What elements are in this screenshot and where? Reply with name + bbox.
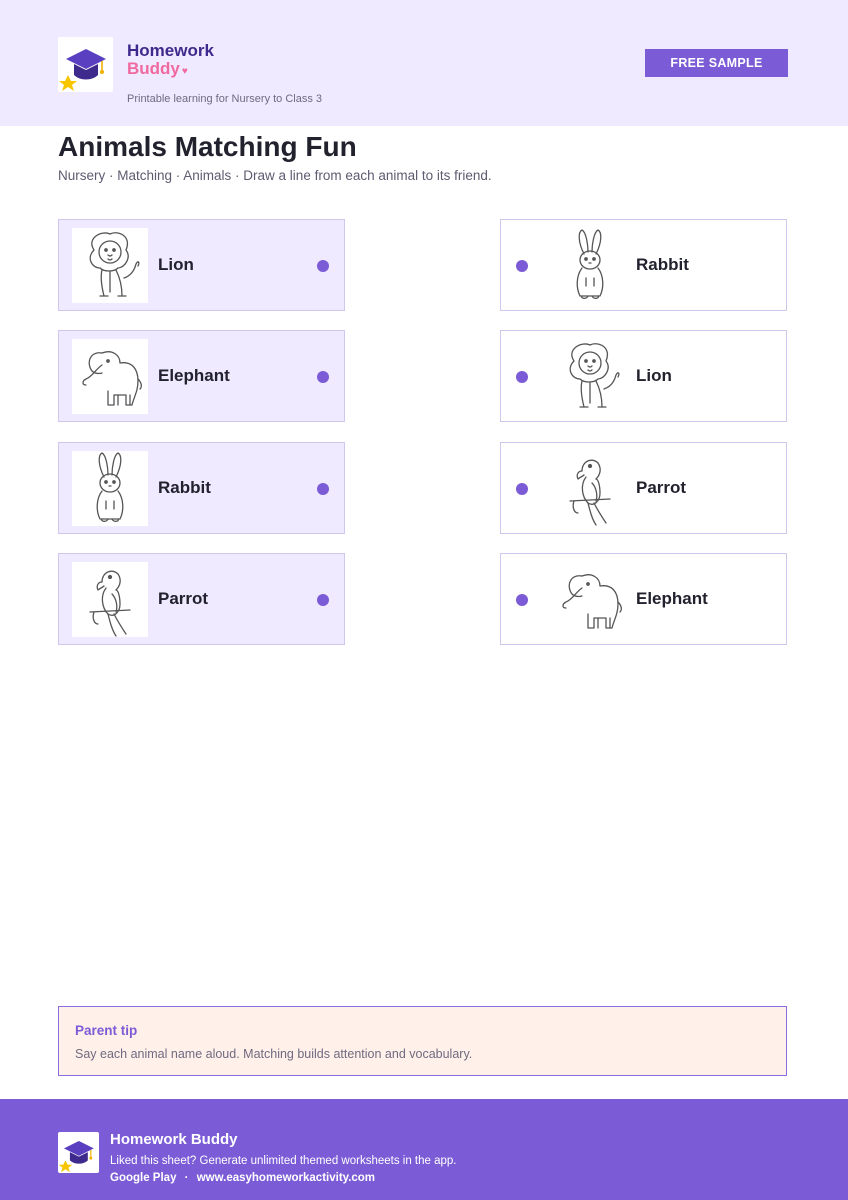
- lion-icon: [72, 228, 148, 303]
- website-link[interactable]: www.easyhomeworkactivity.com: [196, 1172, 376, 1184]
- brand-line-2-text: Buddy: [127, 59, 180, 78]
- match-dot[interactable]: [516, 483, 528, 495]
- left-card-label: Lion: [158, 255, 194, 274]
- app-logo: [58, 37, 113, 92]
- header: [0, 0, 848, 126]
- footer-app-name: Homework Buddy: [110, 1131, 238, 1148]
- parent-tip-box: [58, 1006, 787, 1076]
- left-card-label: Elephant: [158, 366, 230, 385]
- elephant-icon: [552, 562, 628, 637]
- match-dot[interactable]: [317, 594, 329, 606]
- free-sample-badge: FREE SAMPLE: [645, 49, 788, 77]
- parent-tip-title: Parent tip: [75, 1023, 138, 1038]
- parrot-icon: [72, 562, 148, 637]
- left-card-parrot: [58, 553, 345, 645]
- right-card-label: Lion: [636, 366, 672, 385]
- right-card-lion: [500, 330, 787, 422]
- footer-links: [110, 1172, 375, 1184]
- elephant-icon: [72, 339, 148, 414]
- left-card-label: Rabbit: [158, 478, 211, 497]
- match-dot[interactable]: [317, 371, 329, 383]
- match-dot[interactable]: [317, 483, 329, 495]
- left-card-lion: [58, 219, 345, 311]
- worksheet-title: Animals Matching Fun: [58, 131, 357, 162]
- parrot-icon: [552, 451, 628, 526]
- left-card-label: Parrot: [158, 589, 209, 608]
- google-play-link[interactable]: Google Play: [110, 1172, 177, 1184]
- match-dot[interactable]: [516, 594, 528, 606]
- lion-icon: [552, 339, 628, 414]
- right-card-label: Rabbit: [636, 255, 689, 274]
- match-dot[interactable]: [317, 260, 329, 272]
- parent-tip-text: Say each animal name aloud. Matching builds attention and vocabulary.: [75, 1047, 473, 1061]
- brand-wordmark: [127, 42, 214, 77]
- brand-line-2: [127, 60, 214, 77]
- left-card-elephant: [58, 330, 345, 422]
- rabbit-icon: [552, 228, 628, 303]
- footer-message: Liked this sheet? Generate unlimited themed worksheets in the app.: [110, 1155, 457, 1167]
- left-card-rabbit: [58, 442, 345, 534]
- match-dot[interactable]: [516, 371, 528, 383]
- match-dot[interactable]: [516, 260, 528, 272]
- right-card-parrot: [500, 442, 787, 534]
- graduation-cap-icon: [58, 37, 113, 92]
- rabbit-icon: [72, 451, 148, 526]
- footer-separator: ·: [184, 1172, 189, 1184]
- heart-icon: ♥: [181, 66, 188, 77]
- footer: [0, 1099, 848, 1200]
- worksheet-subtitle: Nursery · Matching · Animals · Draw a line from each animal to its friend.: [58, 168, 492, 183]
- right-card-rabbit: [500, 219, 787, 311]
- right-card-elephant: [500, 553, 787, 645]
- right-card-label: Parrot: [636, 478, 687, 497]
- tagline: Printable learning for Nursery to Class 3: [127, 93, 323, 105]
- brand-line-1: Homework: [127, 41, 214, 60]
- footer-logo: [58, 1132, 99, 1173]
- right-card-label: Elephant: [636, 589, 708, 608]
- graduation-cap-icon: [58, 1132, 99, 1173]
